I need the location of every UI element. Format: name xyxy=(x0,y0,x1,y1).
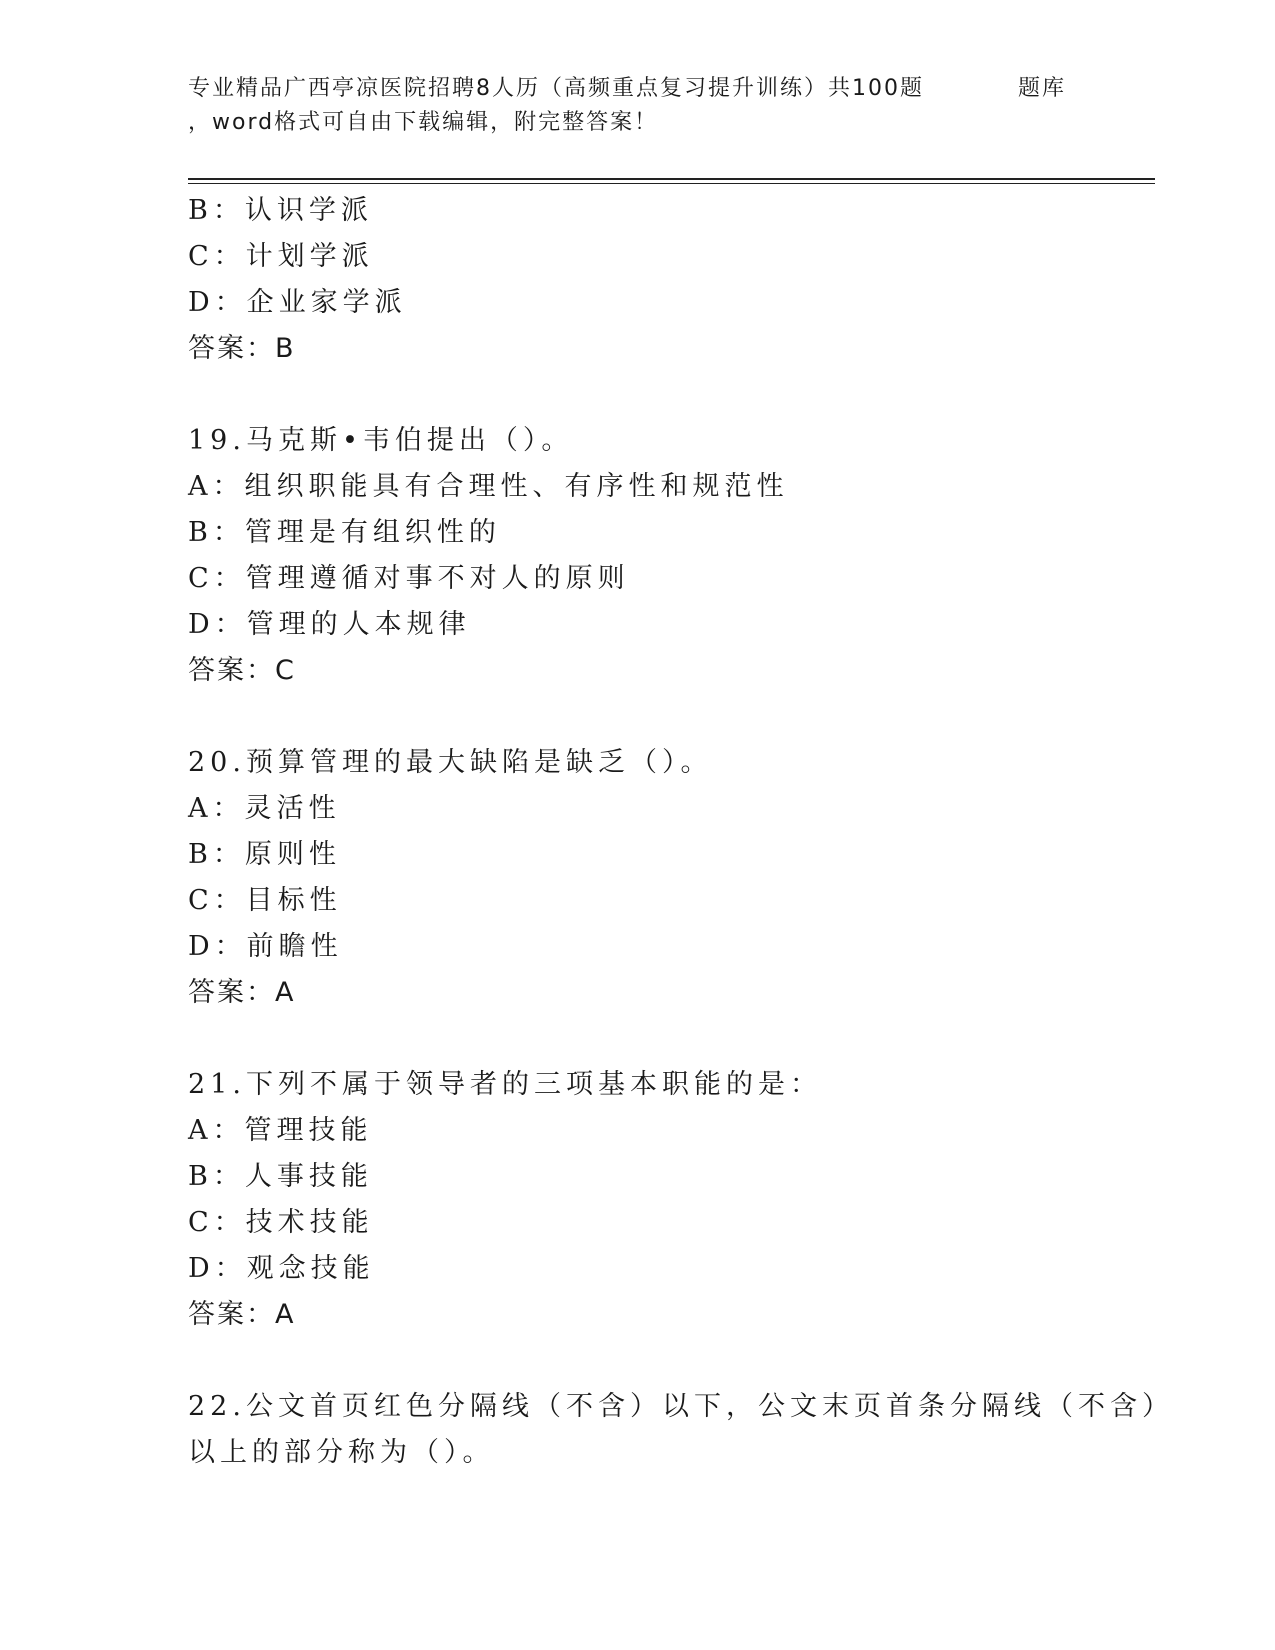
question-22 xyxy=(188,1384,1174,1476)
header-title-line-1: 专业精品广西亭凉医院招聘8人历（高频重点复习提升训练）共100题 xyxy=(188,76,924,101)
answer-line: 答案：A xyxy=(188,977,296,1008)
question-21 xyxy=(188,1062,1148,1338)
option-c: C：计划学派 xyxy=(188,241,374,272)
question-18-continued xyxy=(188,188,1148,372)
option-b: B：管理是有组织性的 xyxy=(188,517,501,548)
answer-line: 答案：B xyxy=(188,333,296,364)
option-d: D：管理的人本规律 xyxy=(188,609,471,640)
option-b: B：人事技能 xyxy=(188,1161,373,1192)
header-divider-thick xyxy=(188,178,1155,180)
question-stem-line-1: 22.公文首页红色分隔线（不含）以下，公文末页首条分隔线（不含） xyxy=(188,1391,1174,1422)
answer-line: 答案：A xyxy=(188,1299,296,1330)
option-b: B：原则性 xyxy=(188,839,341,870)
header-title-line-2: ，word格式可自由下载编辑，附完整答案！ xyxy=(188,110,659,135)
question-stem: 20.预算管理的最大缺陷是缺乏（）。 xyxy=(188,747,713,778)
option-c: C：目标性 xyxy=(188,885,342,916)
question-stem: 21.下列不属于领导者的三项基本职能的是： xyxy=(188,1069,822,1100)
header-tag: 题库 xyxy=(1018,76,1067,101)
answer-line: 答案：C xyxy=(188,655,296,686)
option-c: C：管理遵循对事不对人的原则 xyxy=(188,563,630,594)
option-d: D：前瞻性 xyxy=(188,931,343,962)
question-20 xyxy=(188,740,1148,1016)
question-list xyxy=(188,188,1174,1476)
document-header xyxy=(188,72,1088,140)
option-b: B：认识学派 xyxy=(188,195,373,226)
question-stem: 19.马克斯•韦伯提出（）。 xyxy=(188,425,574,456)
spacer xyxy=(188,1338,1148,1384)
option-a: A：组织职能具有合理性、有序性和规范性 xyxy=(188,471,789,502)
spacer xyxy=(188,694,1148,740)
option-d: D：企业家学派 xyxy=(188,287,407,318)
spacer xyxy=(188,1016,1148,1062)
question-19 xyxy=(188,418,1148,694)
spacer xyxy=(188,372,1148,418)
option-c: C：技术技能 xyxy=(188,1207,374,1238)
header-divider-thin xyxy=(188,183,1155,184)
option-a: A：灵活性 xyxy=(188,793,341,824)
option-d: D：观念技能 xyxy=(188,1253,375,1284)
question-stem-line-2: 以上的部分称为（）。 xyxy=(188,1437,495,1468)
option-a: A：管理技能 xyxy=(188,1115,373,1146)
